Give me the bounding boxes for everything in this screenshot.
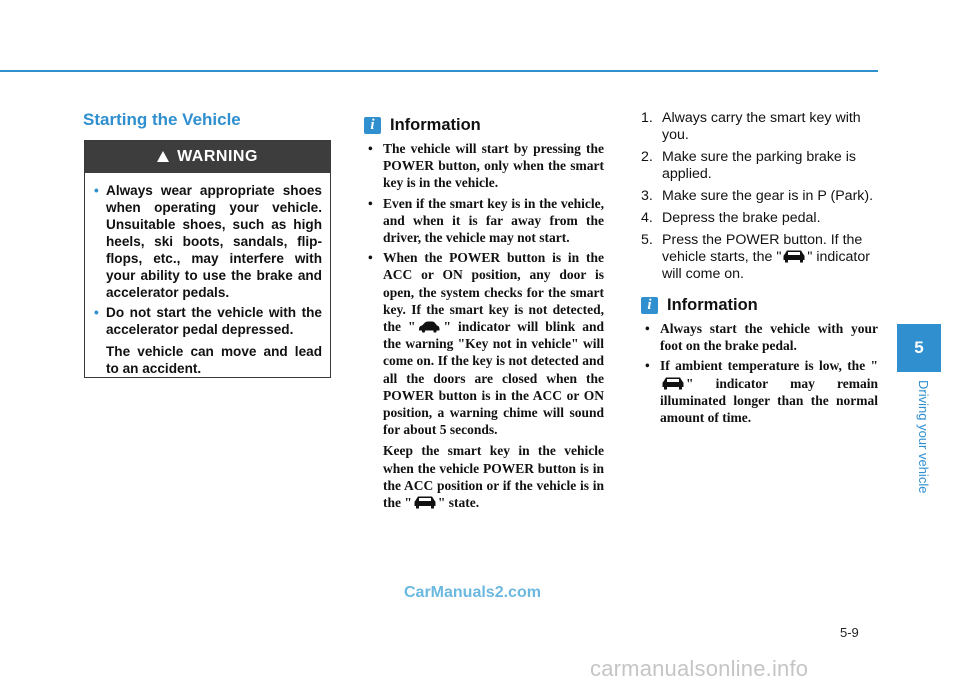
step-item: [641, 210, 878, 227]
car-ready-indicator-icon: [414, 495, 436, 509]
information-header-label: Information: [667, 295, 758, 314]
step-item: [641, 232, 878, 283]
step-text: Make sure the gear is in P (Park).: [662, 188, 874, 204]
information-item: • The vehicle will start by pressing the POWER button, only when the smart key is in the vehicle.: [383, 140, 604, 192]
information-block-2: [641, 294, 878, 429]
step-item: [641, 149, 878, 183]
information-item: [660, 357, 878, 426]
information-list: [641, 320, 878, 426]
warning-item: • Always wear appropriate shoes when operating your vehicle. Unsuitable shoes, such as high heels, ski boots, sandals, flip-flops, etc., may interfere with your ability to use the brake and accelerator pedals.: [106, 182, 322, 301]
warning-item-text: Do not start the vehicle with the accelerator pedal depressed.: [106, 305, 322, 337]
page-number: 5-9: [840, 625, 859, 640]
information-item: [383, 249, 604, 511]
step-text: Make sure the parking brake is applied.: [662, 149, 856, 182]
information-block-1: [364, 114, 604, 514]
warning-header-label: WARNING: [177, 148, 258, 165]
car-ready-indicator-icon: [783, 249, 805, 263]
information-item-text: " indicator may remain illuminated longer than the normal amount of time.: [660, 375, 878, 426]
step-item: [641, 188, 878, 205]
information-list: [364, 140, 604, 511]
step-text: Press the POWER button. If the vehicle starts, the ": [662, 232, 863, 265]
car-ready-indicator-icon: [662, 376, 684, 390]
warning-triangle-icon: [157, 151, 169, 162]
step-number: 1.: [641, 110, 653, 126]
information-i-icon: i: [364, 117, 381, 134]
step-number: 2.: [641, 149, 653, 165]
watermark-carmanuals2[interactable]: CarManuals2.com: [404, 584, 541, 601]
step-number: 4.: [641, 210, 653, 226]
chapter-number: 5: [914, 338, 924, 357]
information-item: • Always start the vehicle with your foot on the brake pedal.: [660, 320, 878, 354]
information-item: • Even if the smart key is in the vehicle, and when it is far away from the driver, the vehicle may not start.: [383, 195, 604, 247]
information-item-text: When the POWER button is in the ACC or ON position, any door is open, the system checks for the smart key. If the smart key is not detected, the ": [383, 250, 604, 335]
information-item-text: " indicator will blink and the warning "Key not in vehicle" will come on. If the key is not detected and all the doors are closed when the POWER button is in the ACC or ON position, a warning chime will sound for about 5 seconds.: [383, 319, 604, 438]
watermark-carmanualsonline[interactable]: carmanualsonline.info: [590, 656, 809, 681]
warning-box: [84, 140, 331, 378]
steps-list: [641, 110, 878, 288]
step-text: Depress the brake pedal.: [662, 210, 821, 226]
step-number: 3.: [641, 188, 653, 204]
warning-header: [85, 141, 330, 173]
information-header: [364, 114, 604, 136]
information-item-extra: [383, 442, 604, 511]
warning-list: [85, 173, 330, 377]
information-header-label: Information: [390, 115, 481, 134]
step-text: " indicator will come on.: [662, 249, 870, 282]
step-item: [641, 110, 878, 144]
warning-item: [106, 304, 322, 377]
step-number: 5.: [641, 232, 653, 248]
chapter-tab: [897, 324, 941, 372]
car-ready-indicator-icon: [417, 320, 441, 333]
step-text: Always carry the smart key with you.: [662, 110, 861, 143]
header-rule: [0, 70, 878, 72]
information-header: [641, 294, 878, 316]
information-item-extra-text: Keep the smart key in the vehicle when the vehicle POWER button is in the ACC position or if the vehicle is in the ": [383, 443, 604, 511]
chapter-label: Driving your vehicle: [916, 380, 931, 494]
information-item-text: If ambient temperature is low, the ": [660, 358, 878, 374]
information-item-extra-text: " state.: [437, 495, 480, 511]
information-i-icon: i: [641, 297, 658, 314]
section-title: Starting the Vehicle: [83, 110, 241, 129]
warning-item-extra: The vehicle can move and lead to an accident.: [106, 344, 322, 376]
